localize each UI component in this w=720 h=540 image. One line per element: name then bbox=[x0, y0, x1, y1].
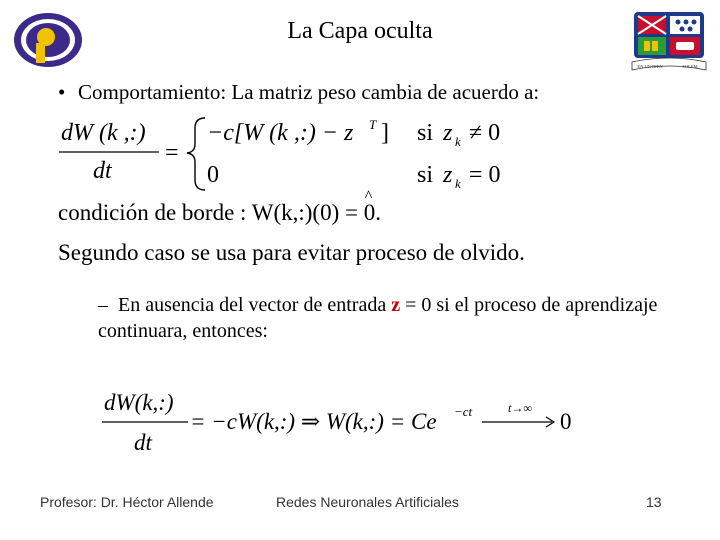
boundary-period: . bbox=[375, 200, 381, 225]
shield-ribbon-left: EN UN BIEN bbox=[637, 64, 663, 69]
footer-author: Profesor: Dr. Héctor Allende bbox=[40, 494, 214, 510]
university-shield-right bbox=[630, 10, 708, 72]
eq1-case1-close: ] bbox=[381, 120, 389, 146]
eq1-case1-sub: k bbox=[455, 134, 461, 149]
eq1-case1-rel: ≠ 0 bbox=[469, 120, 501, 146]
eq2-numerator: dW(k,:) bbox=[104, 390, 174, 415]
eq1-case2-si: si bbox=[417, 162, 434, 188]
eq1-case1-var: z bbox=[443, 120, 453, 146]
sub-text-before: En ausencia del vector de entrada bbox=[118, 294, 392, 316]
eq1-case1-expr: −c[W (k ,:) − z bbox=[207, 120, 354, 146]
bullet-text: Comportamiento: La matriz peso cambia de acuerdo a: bbox=[78, 80, 540, 104]
eq1-denominator: dt bbox=[93, 158, 112, 184]
eq2-denominator: dt bbox=[134, 430, 152, 455]
equation-weight-update bbox=[55, 112, 535, 196]
eq1-case2-expr: 0 bbox=[207, 162, 219, 188]
bullet-behavior bbox=[58, 80, 539, 105]
second-case-note: Segundo caso se usa para evitar proceso de olvido. bbox=[58, 240, 525, 265]
eq1-brace bbox=[187, 118, 205, 190]
sub-var-z: z bbox=[391, 294, 401, 316]
eq1-case2-rel: = 0 bbox=[469, 162, 501, 188]
shield-icon bbox=[630, 10, 708, 72]
eq1-numerator: dW (k ,:) bbox=[61, 120, 146, 146]
eq2-arrow-label: t→∞ bbox=[508, 401, 532, 415]
eq1-case1-sup: T bbox=[369, 117, 377, 132]
boundary-condition bbox=[58, 188, 381, 226]
sub-bullet-absence bbox=[98, 292, 678, 344]
sub-text-after: = 0 si el proceso de aprendizaje continuara, entonces: bbox=[98, 294, 658, 342]
shield-ribbon-right: SOLEM bbox=[682, 64, 698, 69]
eq2-rhs: = −cW(k,:) ⇒ W(k,:) = Ce bbox=[190, 409, 437, 434]
eq1-case2-var: z bbox=[443, 162, 453, 188]
footer-course: Redes Neuronales Artificiales bbox=[276, 494, 459, 510]
equation-forgetting bbox=[100, 382, 590, 456]
eq2-exponent: −ct bbox=[454, 404, 473, 419]
boundary-condition-label: condición de borde : W(k,:)(0) = bbox=[58, 200, 364, 225]
eq2-limit: 0 bbox=[560, 409, 572, 434]
eq1-equals: = bbox=[165, 140, 179, 166]
bullet-marker: • bbox=[58, 80, 66, 104]
eq1-case2-sub: k bbox=[455, 176, 461, 191]
hat-icon: ^ bbox=[364, 188, 373, 205]
slide-title: La Capa oculta bbox=[287, 18, 433, 44]
sub-bullet-marker: – bbox=[98, 294, 108, 316]
footer-page-number: 13 bbox=[646, 494, 662, 510]
boundary-zero: 0 bbox=[363, 200, 376, 225]
eq1-case1-si: si bbox=[417, 120, 434, 146]
